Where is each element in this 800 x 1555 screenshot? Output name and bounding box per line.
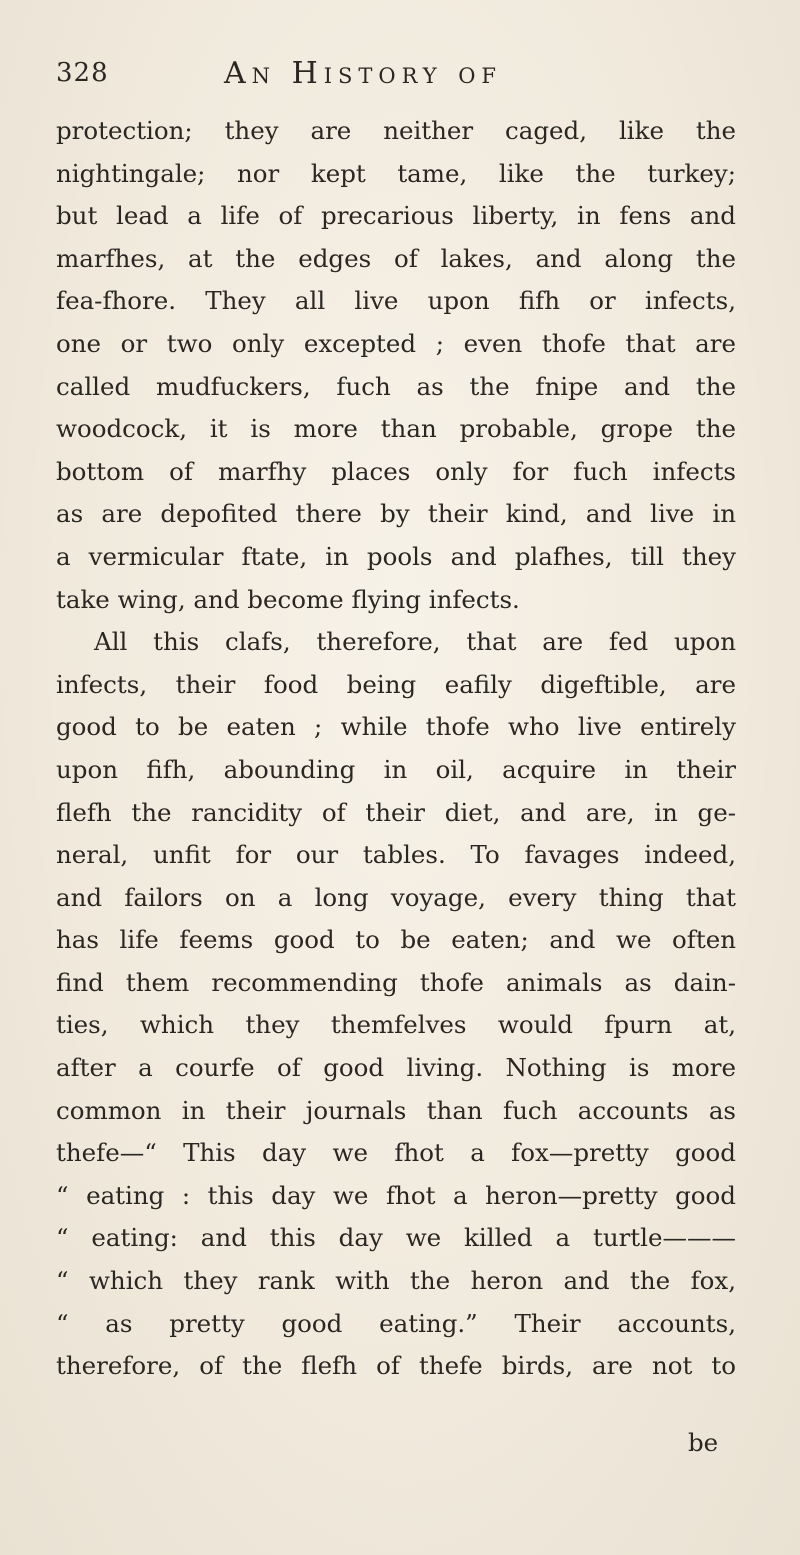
running-head: An History of [224, 56, 502, 91]
page-header [56, 58, 616, 98]
text-line: protection; they are neither caged, like the [56, 116, 736, 145]
text-line: flefh the rancidity of their diet, and are, in ge- [56, 797, 736, 827]
text-line: ties, which they themfelves would fpurn at, [56, 1010, 736, 1040]
text-line: one or two only excepted ; even thofe that are [56, 328, 736, 358]
text-line: “ eating : this day we fhot a heron—pretty good [56, 1180, 736, 1210]
text-line: bottom of marfhy places only for fuch infects [56, 456, 736, 486]
text-line: fea-fhore. They all live upon fifh or infects, [56, 286, 736, 316]
text-line-paragraph-start: All this clafs, therefore, that are fed upon [94, 627, 736, 657]
text-line: infects, their food being eafily digeftible, are [56, 669, 736, 699]
text-line: after a courfe of good living. Nothing is more [56, 1053, 736, 1083]
text-line: as are depofited there by their kind, and live in [56, 499, 736, 529]
text-line: neral, unfit for our tables. To favages indeed, [56, 840, 736, 870]
page-number: 328 [56, 58, 109, 88]
text-line: “ eating: and this day we killed a turtle——— [56, 1223, 736, 1253]
text-line: a vermicular ftate, in pools and plafhes, till they [56, 541, 736, 571]
text-line: find them recommending thofe animals as dain- [56, 967, 736, 997]
text-line: upon fifh, abounding in oil, acquire in their [56, 754, 736, 784]
body-text [56, 110, 736, 1388]
text-line: marfhes, at the edges of lakes, and along the [56, 243, 736, 273]
text-line: common in their journals than fuch accounts as [56, 1095, 736, 1125]
text-line: “ which they rank with the heron and the fox, [56, 1266, 736, 1296]
text-line: thefe—“ This day we fhot a fox—pretty good [56, 1138, 736, 1168]
text-line: and failors on a long voyage, every thing that [56, 882, 736, 912]
text-line: good to be eaten ; while thofe who live entirely [56, 712, 736, 742]
text-line-paragraph-end: take wing, and become flying infects. [56, 584, 520, 614]
text-line: has life feems good to be eaten; and we often [56, 925, 736, 955]
text-line: but lead a life of precarious liberty, in fens and [56, 201, 736, 231]
text-line: called mudfuckers, fuch as the fnipe and the [56, 371, 736, 401]
text-line: woodcock, it is more than probable, grope the [56, 414, 736, 444]
text-line: “ as pretty good eating.” Their accounts, [56, 1308, 736, 1338]
catchword: be [688, 1428, 719, 1457]
text-line: therefore, of the flefh of thefe birds, are not to [56, 1351, 736, 1381]
text-line: nightingale; nor kept tame, like the turkey; [56, 158, 736, 188]
